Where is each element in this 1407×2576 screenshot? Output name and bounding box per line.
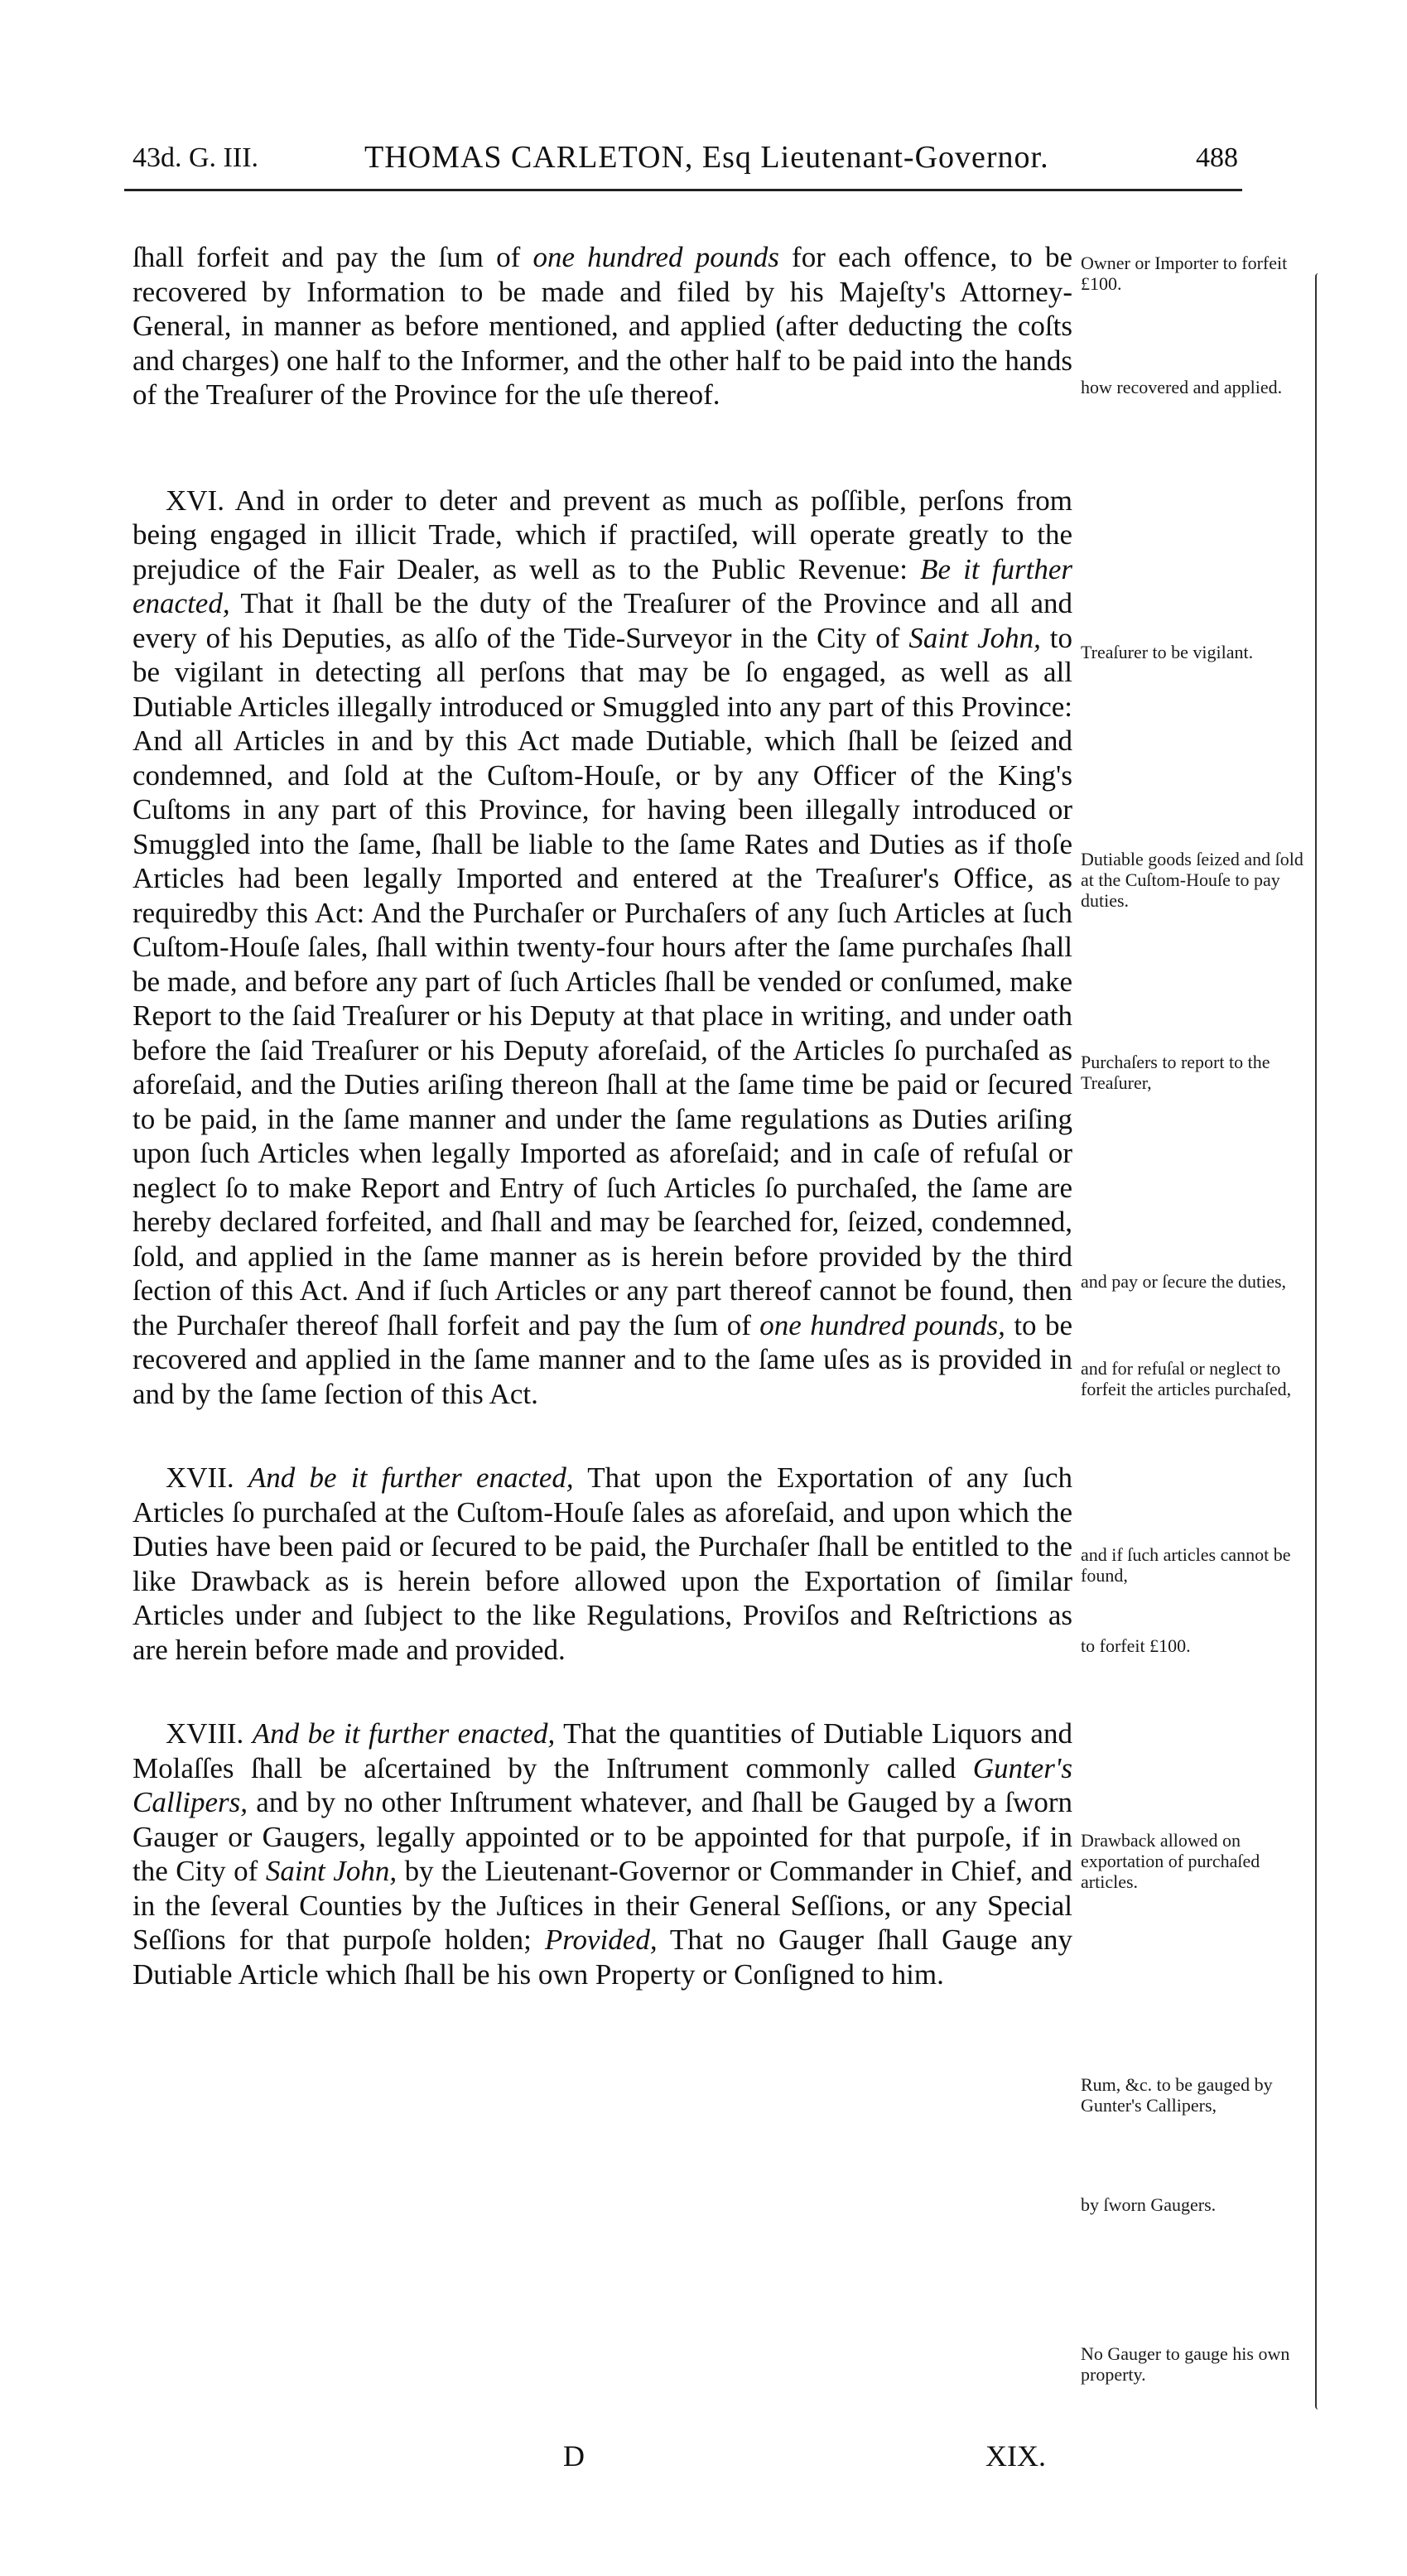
margin-note-vigilant: Treaſurer to be vigilant. (1081, 642, 1254, 662)
text-run: to be vigilant in detecting all perſons that may be ſo engaged, as well as all Dutiable Articles illegally introduced or Smuggled into any part of this Province: And all Articles in and by this Act made Dutiable, which ſhall be ſeized and condemned, and ſold at the Cuſtom-Houſe, or by any Officer of the King's Cuſtoms in any part of this Province, for having been illegally introduced or Smuggled into the ſame, ſhall be liable to the ſame Rates and Duties as if thoſe Articles had been legally Imported and entered at the Treaſurer's Office, as requiredby this Act: And the Purchaſer or Purchaſers of any ſuch Articles at ſuch Cuſtom-Houſe ſales, ſhall within twenty-four hours after the ſame purchaſes ſhall be made, and before any part of ſuch Articles ſhall be vended or conſumed, make Report to the ſaid Treaſurer or his Deputy at that place in writing, and under oath before the ſaid Treaſurer or his Deputy aforeſaid, of the Articles ſo purchaſed as aforeſaid, and the Duties ariſing thereon ſhall at the ſame time be paid or ſecured to be paid, in the ſame manner and under the ſame regulations as Duties ariſing upon ſuch Articles when legally Imported as aforeſaid; and in caſe of refuſal or neglect ſo to make Report and Entry of ſuch Articles ſo purchaſed, the ſame are hereby declared forfeited, and ſhall and may be ſearched for, ſeized, condemned, ſold, and applied in the ſame manner as is herein before provided by the third ſection of this Act. And if ſuch Articles or any part thereof cannot be found, then the Purchaſer thereof ſhall forfeit and pay the ſum of (133, 621, 1072, 1341)
text-run: ſhall forfeit and pay the ſum of (133, 241, 533, 273)
italic-run: Gunter's Callipers, (133, 1751, 1072, 1818)
margin-note-gunters: Rum, &c. to be gauged by Gunter's Callipers, (1081, 2074, 1273, 2116)
margin-note-dutiable-goods: Dutiable goods ſeized and ſold at the Cuſtom-Houſe to pay duties. (1081, 849, 1303, 911)
margin-note-own-property: No Gauger to gauge his own property. (1081, 2343, 1290, 2385)
italic-run: one hundred pounds, (759, 1308, 1005, 1341)
paragraph-section-17 (133, 1461, 1072, 1667)
page-number: 488 (1196, 142, 1238, 173)
header-rule (124, 189, 1242, 191)
text-run: XVI. And in order to deter and prevent as much as poſſible, perſons from being engaged in illicit Trade, which if practiſed, will operate greatly to the prejudice of the Fair Dealer, as well as to the Public Revenue: (133, 484, 1072, 585)
paragraph-continuation (133, 240, 1072, 412)
regnal-reference: 43d. G. III. (133, 142, 259, 173)
text-run: That the quantities of Dutiable Liquors and Molaſſes ſhall be aſcertained by the Inſtrument commonly called (133, 1717, 1072, 1784)
text-body (133, 240, 1072, 1991)
paragraph-section-18 (133, 1717, 1072, 1991)
paragraph-section-16 (133, 484, 1072, 1412)
text-run: to be recovered and applied in the ſame manner and to the ſame uſes as is provided in and by the ſame ſection of this Act. (133, 1308, 1072, 1410)
italic-run: one hundred pounds (532, 241, 779, 273)
text-run: by the Lieutenant-Governor or Commander in Chief, and in the ſeveral Counties by the Juſtices in their General Seſſions, or any Special Seſſions for that purpoſe holden; (133, 1855, 1072, 1956)
text-run: and by no other Inſtrument whatever, and ſhall be Gauged by a ſworn Gauger or Gaugers, legally appointed or to be appointed for that purpoſe, if in the City of (133, 1786, 1072, 1887)
margin-note-forfeit: Owner or Importer to forfeit £100. (1081, 253, 1288, 294)
text-run: for each offence, to be recovered by Information to be made and filed by his Majeſty's Attorney-General, in manner as before mentioned, and applied (after deducting the coſts and charges) one half to the Informer, and the other half to be paid into the hands of the Treaſurer of the Province for the uſe thereof. (133, 241, 1073, 411)
italic-run: Provided, (544, 1924, 658, 1956)
text-run: XVIII. (166, 1717, 253, 1750)
margin-note-refusal: and for refuſal or neglect to forfeit the articles purchaſed, (1081, 1358, 1292, 1399)
margin-note-sworn: by ſworn Gaugers. (1081, 2194, 1217, 2215)
italic-run: And be it further enacted, (248, 1461, 574, 1494)
catchword: XIX. (985, 2439, 1046, 2472)
text-run: That it ſhall be the duty of the Treaſurer of the Province and all and every of his Deputies, as alſo of the Tide-Surveyor in the City of (133, 587, 1072, 654)
text-run: XVII. (166, 1461, 248, 1494)
margin-note-recovered: how recovered and applied. (1081, 377, 1283, 397)
margin-bracket (1315, 273, 1322, 2410)
margin-note-drawback: Drawback allowed on exportation of purchaſed articles. (1081, 1830, 1260, 1892)
text-run: That upon the Exportation of any ſuch Articles ſo purchaſed at the Cuſtom-Houſe ſales as aforeſaid, and upon which the Duties have been paid or ſecured to be paid, the Purchaſer ſhall be entitled to the like Drawback as is herein before allowed upon the Exportation of ſimilar Articles under and ſubject to the like Regulations, Proviſos and Reſtrictions as are herein before made and provided. (133, 1461, 1072, 1666)
margin-note-pay-duties: and pay or ſecure the duties, (1081, 1271, 1287, 1292)
margin-note-forfeit-100: to forfeit £100. (1081, 1635, 1191, 1656)
text-run: That no Gauger ſhall Gauge any Dutiable Article which ſhall be his own Property or Conſigned to him. (133, 1924, 1073, 1991)
italic-run: Be it further enacted, (133, 552, 1072, 619)
signature-mark: D (563, 2439, 585, 2472)
italic-run: Saint John, (265, 1855, 398, 1887)
margin-note-not-found: and if ſuch articles cannot be found, (1081, 1544, 1291, 1586)
running-header (133, 139, 1238, 189)
margin-note-purchasers: Purchaſers to report to the Treaſurer, (1081, 1052, 1270, 1093)
header-title: THOMAS CARLETON, Esq Lieutenant-Governor. (364, 140, 1049, 175)
italic-run: Saint John, (908, 621, 1041, 654)
italic-run: And be it further enacted, (252, 1717, 556, 1750)
